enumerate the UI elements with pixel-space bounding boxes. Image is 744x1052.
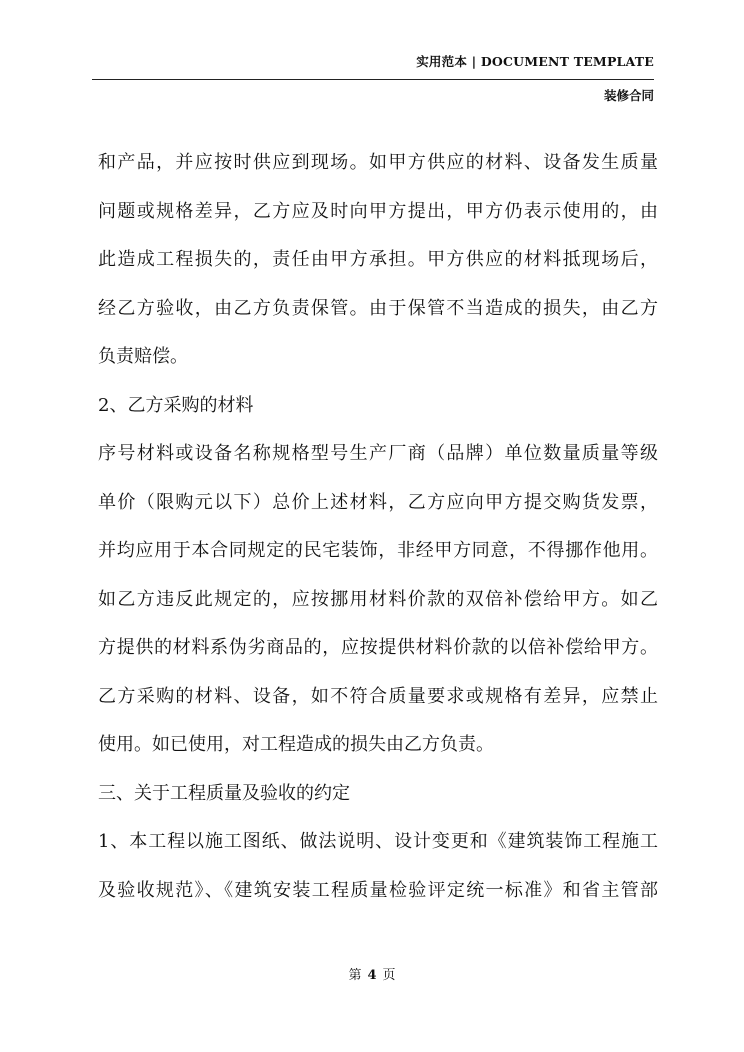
body-line: 问题或规格差异，乙方应及时向甲方提出，甲方仍表示使用的，由 — [98, 200, 658, 222]
body-line: 及验收规范》、《建筑安装工程质量检验评定统一标准》和省主管部 — [98, 879, 658, 901]
page-number-suffix: 页 — [382, 968, 396, 983]
body-line: 序号材料或设备名称规格型号生产厂商（品牌）单位数量质量等级 — [98, 443, 658, 464]
body-line: 负责赔偿。 — [98, 346, 188, 367]
body-text — [98, 139, 658, 915]
header-subtitle: 装修合同 — [603, 88, 654, 103]
body-line: 使用。如已使用，对工程造成的损失由乙方负责。 — [98, 734, 494, 755]
body-line: 方提供的材料系伪劣商品的，应按提供材料价款的以倍补偿给甲方。 — [98, 637, 658, 658]
section-heading: 2、乙方采购的材料 — [98, 394, 254, 416]
body-line: 单价（限购元以下）总价上述材料，乙方应向甲方提交购货发票， — [98, 491, 658, 513]
body-line: 如乙方违反此规定的，应按挪用材料价款的双倍补偿给甲方。如乙 — [98, 588, 658, 610]
body-line: 和产品，并应按时供应到现场。如甲方供应的材料、设备发生质量 — [98, 152, 658, 173]
body-line: 经乙方验收，由乙方负责保管。由于保管不当造成的损失，由乙方 — [98, 297, 658, 319]
header-title: 实用范本 | DOCUMENT TEMPLATE — [416, 54, 654, 69]
section-heading: 三、关于工程质量及验收的约定 — [98, 782, 350, 804]
header-divider — [92, 79, 654, 80]
page-footer — [0, 964, 744, 983]
body-line: 乙方采购的材料、设备，如不符合质量要求或规格有差异，应禁止 — [98, 685, 658, 707]
body-line: 1、本工程以施工图纸、做法说明、设计变更和《建筑装饰工程施工 — [98, 831, 658, 852]
body-line: 此造成工程损失的，责任由甲方承担。甲方供应的材料抵现场后， — [98, 249, 658, 270]
body-line: 并均应用于本合同规定的民宅装饰，非经甲方同意，不得挪作他用。 — [98, 540, 658, 561]
page-number: 4 — [367, 968, 377, 983]
page-number-prefix: 第 — [348, 968, 362, 983]
